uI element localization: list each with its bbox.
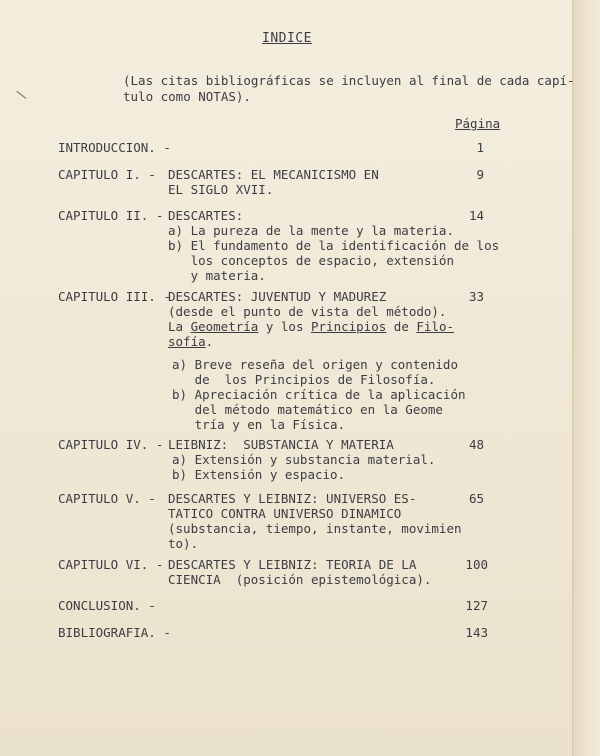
entry-label-cap3: CAPITULO III. - — [58, 289, 171, 304]
entry-page-conclusion: 127 — [465, 598, 488, 613]
subentry-cap2-b: b) El fundamento de la identificación de los — [168, 238, 500, 253]
margin-mark: ∖ — [13, 86, 30, 106]
subentry-cap2-b-cont2: y materia. — [168, 268, 266, 283]
entry-label-introduccion: INTRODUCCION. - — [58, 140, 171, 155]
entry-title-cap5-line4: to). — [168, 536, 199, 551]
entry-title-cap5-line2: TATICO CONTRA UNIVERSO DINAMICO — [168, 506, 402, 521]
entry-title-cap3-line4: sofía. — [168, 334, 214, 349]
pagina-column-header: Página — [455, 116, 501, 131]
subentry-cap3-b-cont1: del método matemático en la Geome — [172, 402, 443, 417]
entry-title-cap3-line1: DESCARTES: JUVENTUD Y MADUREZ — [168, 289, 387, 304]
entry-label-cap5: CAPITULO V. - — [58, 491, 156, 506]
entry-page-introduccion: 1 — [476, 140, 484, 155]
entry-title-cap1-line2: EL SIGLO XVII. — [168, 182, 274, 197]
subentry-cap3-a-cont: de los Principios de Filosofía. — [172, 372, 436, 387]
entry-title-cap5-line1: DESCARTES Y LEIBNIZ: UNIVERSO ES- — [168, 491, 417, 506]
book-title-principios: Principios — [311, 319, 387, 334]
entry-title-cap6-line1: DESCARTES Y LEIBNIZ: TEORIA DE LA — [168, 557, 417, 572]
entry-title-cap4: LEIBNIZ: SUBSTANCIA Y MATERIA — [168, 437, 394, 452]
entry-page-cap6: 100 — [465, 557, 488, 572]
page-title: INDICE — [262, 31, 312, 46]
entry-title-cap6-line2: CIENCIA (posición epistemológica). — [168, 572, 432, 587]
entry-page-cap4: 48 — [468, 437, 484, 452]
subentry-cap4-b: b) Extensión y espacio. — [172, 467, 346, 482]
entry-title-cap1-line1: DESCARTES: EL MECANICISMO EN — [168, 167, 379, 182]
entry-page-cap2: 14 — [468, 208, 484, 223]
subentry-cap3-a: a) Breve reseña del origen y contenido — [172, 357, 458, 372]
subentry-cap4-a: a) Extensión y substancia material. — [172, 452, 436, 467]
entry-label-conclusion: CONCLUSION. - — [58, 598, 156, 613]
entry-page-cap3: 33 — [468, 289, 484, 304]
entry-title-cap3-line3: La Geometría y los Principios de Filo- — [168, 319, 455, 334]
entry-label-bibliografia: BIBLIOGRAFIA. - — [58, 625, 171, 640]
entry-label-cap2: CAPITULO II. - — [58, 208, 164, 223]
entry-label-cap6: CAPITULO VI. - — [58, 557, 164, 572]
entry-title-cap3-line2: (desde el punto de vista del método). — [168, 304, 447, 319]
book-title-geometria: Geometría — [190, 319, 259, 334]
subentry-cap3-b-cont2: tría y en la Física. — [172, 417, 346, 432]
book-title-filosofia-part2: sofía — [168, 334, 206, 349]
entry-page-cap1: 9 — [476, 167, 484, 182]
book-title-filosofia-part1: Filo- — [416, 319, 455, 334]
subentry-cap2-b-cont1: los conceptos de espacio, extensión — [168, 253, 454, 268]
entry-label-cap1: CAPITULO I. - — [58, 167, 156, 182]
entry-title-cap5-line3: (substancia, tiempo, instante, movimien — [168, 521, 462, 536]
note-line-2: tulo como NOTAS). — [123, 89, 251, 104]
subentry-cap3-b: b) Apreciación crítica de la aplicación — [172, 387, 466, 402]
entry-page-bibliografia: 143 — [465, 625, 488, 640]
entry-label-cap4: CAPITULO IV. - — [58, 437, 164, 452]
entry-page-cap5: 65 — [468, 491, 484, 506]
note-line-1: (Las citas bibliográficas se incluyen al final de cada capí- — [123, 73, 575, 88]
entry-title-cap2: DESCARTES: — [168, 208, 244, 223]
subentry-cap2-a: a) La pureza de la mente y la materia. — [168, 223, 454, 238]
page-edge — [572, 0, 600, 756]
